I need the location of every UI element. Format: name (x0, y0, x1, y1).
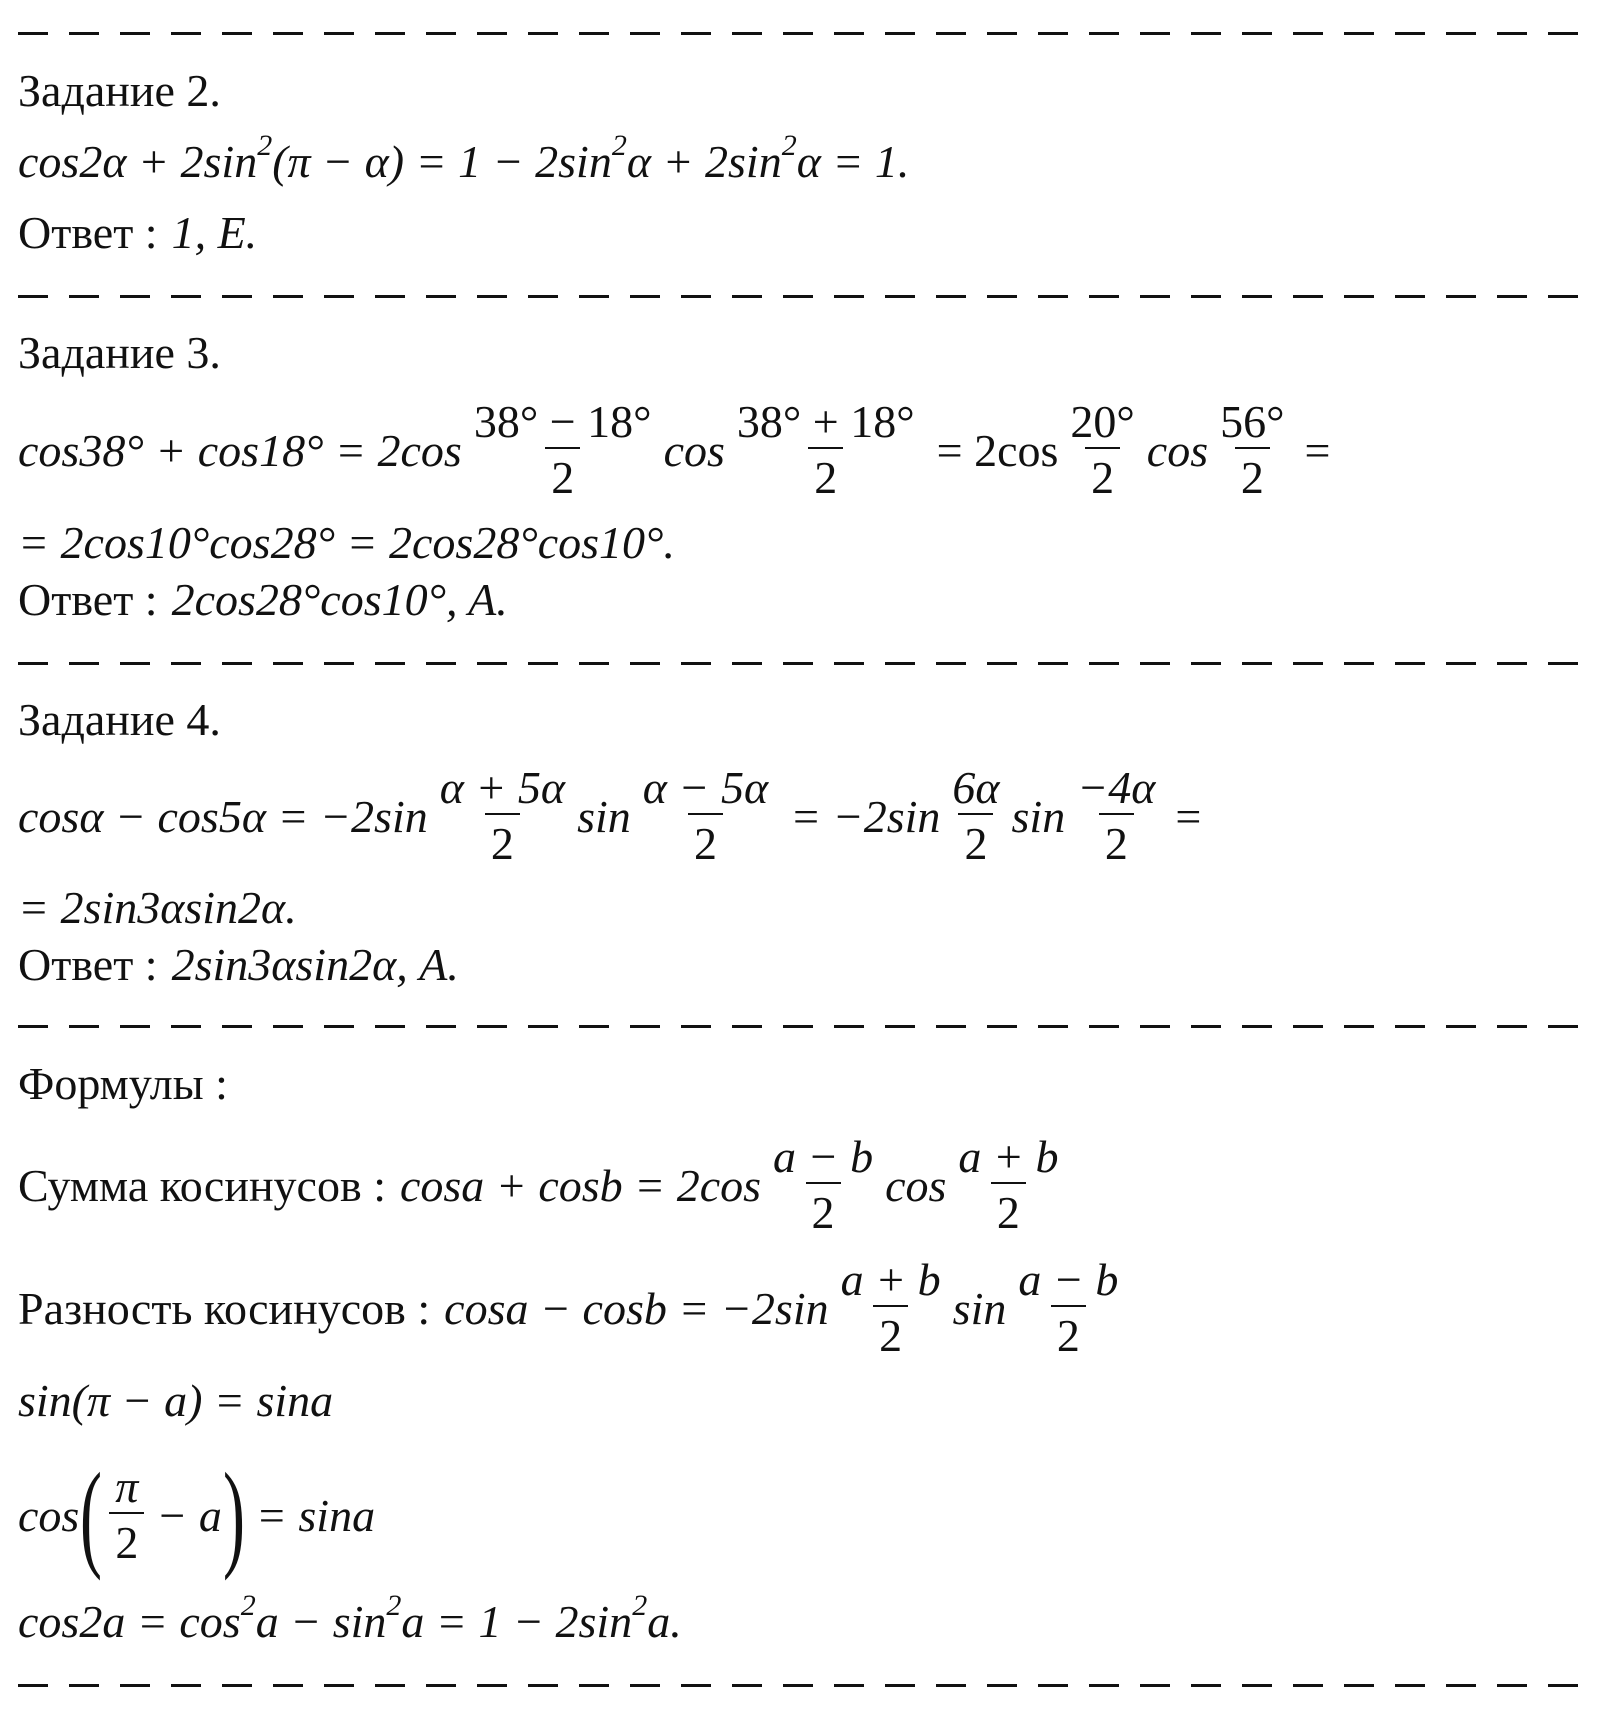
fraction: $\frac{a + b}{2}$ (958, 1131, 1059, 1238)
task3-title: Задание 3. (18, 327, 221, 378)
fraction: $\frac{56^\circ}{2}$ (1220, 396, 1285, 503)
task2-equation: $\cos 2\alpha + 2\sin^2(\pi - \alpha) = 1 - 2\sin^2\alpha + 2\sin^2\alpha = 1$. (18, 129, 910, 187)
task3-answer: Ответ : 2cos28°cos10°, A. (18, 574, 508, 625)
formula-sin-pi-minus-a: sin(π − a) = sina (18, 1375, 334, 1426)
fraction: $\frac{\pi}{2}$ (109, 1462, 144, 1568)
fraction: $\frac{\alpha - 5\alpha}{2}$ (642, 762, 769, 869)
task3-equation-line2: = 2cos10°cos28° = 2cos28°cos10°. (18, 517, 675, 568)
fraction: $\frac{6\alpha}{2}$ (952, 762, 1000, 869)
formula-difference-of-cosines: Разность косинусов : cosa − cosb = −2sin $\frac{a + b}{2}$ sin $\frac{a - b}{2}$ (18, 1248, 1130, 1368)
formulas-title: Формулы : (18, 1058, 228, 1109)
fraction: $\frac{38^\circ - 18^\circ}{2}$ (473, 396, 652, 503)
fraction: $\frac{a + b}{2}$ (840, 1254, 941, 1361)
fraction: $\frac{20^\circ}{2}$ (1070, 396, 1135, 503)
fraction: $\frac{a - b}{2}$ (1018, 1254, 1119, 1361)
task2-title: Задание 2. (18, 65, 221, 116)
task4-answer: Ответ : 2sin3αsin2α, A. (18, 939, 459, 990)
task3-equation: cos38° + cos18° = 2cos $\frac{38^\circ - 18^\circ}{2}$ cos $\frac{38^\circ + 18^\circ}{2}$ = 2cos $\frac{20^\circ}{2}$ cos $\frac{56^\circ}{2}$ = (18, 396, 1331, 503)
separator-line (18, 295, 1596, 298)
separator-line (18, 32, 1596, 35)
formula-sum-of-cosines: Сумма косинусов : cosa + cosb = 2cos $\frac{a - b}{2}$ cos $\frac{a + b}{2}$ (18, 1125, 1070, 1245)
fraction: $\frac{a - b}{2}$ (773, 1131, 874, 1238)
separator-line (18, 662, 1596, 665)
task2-answer: Ответ : 1, E. (18, 207, 258, 258)
task4-title: Задание 4. (18, 694, 221, 745)
separator-line (18, 1025, 1596, 1028)
separator-line (18, 1684, 1596, 1687)
fraction: $\frac{38^\circ + 18^\circ}{2}$ (736, 396, 915, 503)
fraction: $\frac{\alpha + 5\alpha}{2}$ (439, 762, 566, 869)
formula-cos-half-pi-minus-a: cos ( $\frac{\pi}{2}$ − a ) = sina (18, 1448, 376, 1581)
task4-equation-line2: = 2sin3αsin2α. (18, 882, 297, 933)
task4-equation: cosα − cos5α = −2sin $\frac{\alpha + 5\alpha}{2}$ sin $\frac{\alpha - 5\alpha}{2}$ = −2sin $\frac{6\alpha}{2}$ sin $\frac{-4\alpha}{2}$ = (18, 762, 1202, 869)
formula-cos-double-angle: $\cos 2a = \cos^2a - \sin^2a = 1 - 2\sin^2a$. (18, 1589, 682, 1647)
fraction: $\frac{-4\alpha}{2}$ (1077, 762, 1156, 869)
